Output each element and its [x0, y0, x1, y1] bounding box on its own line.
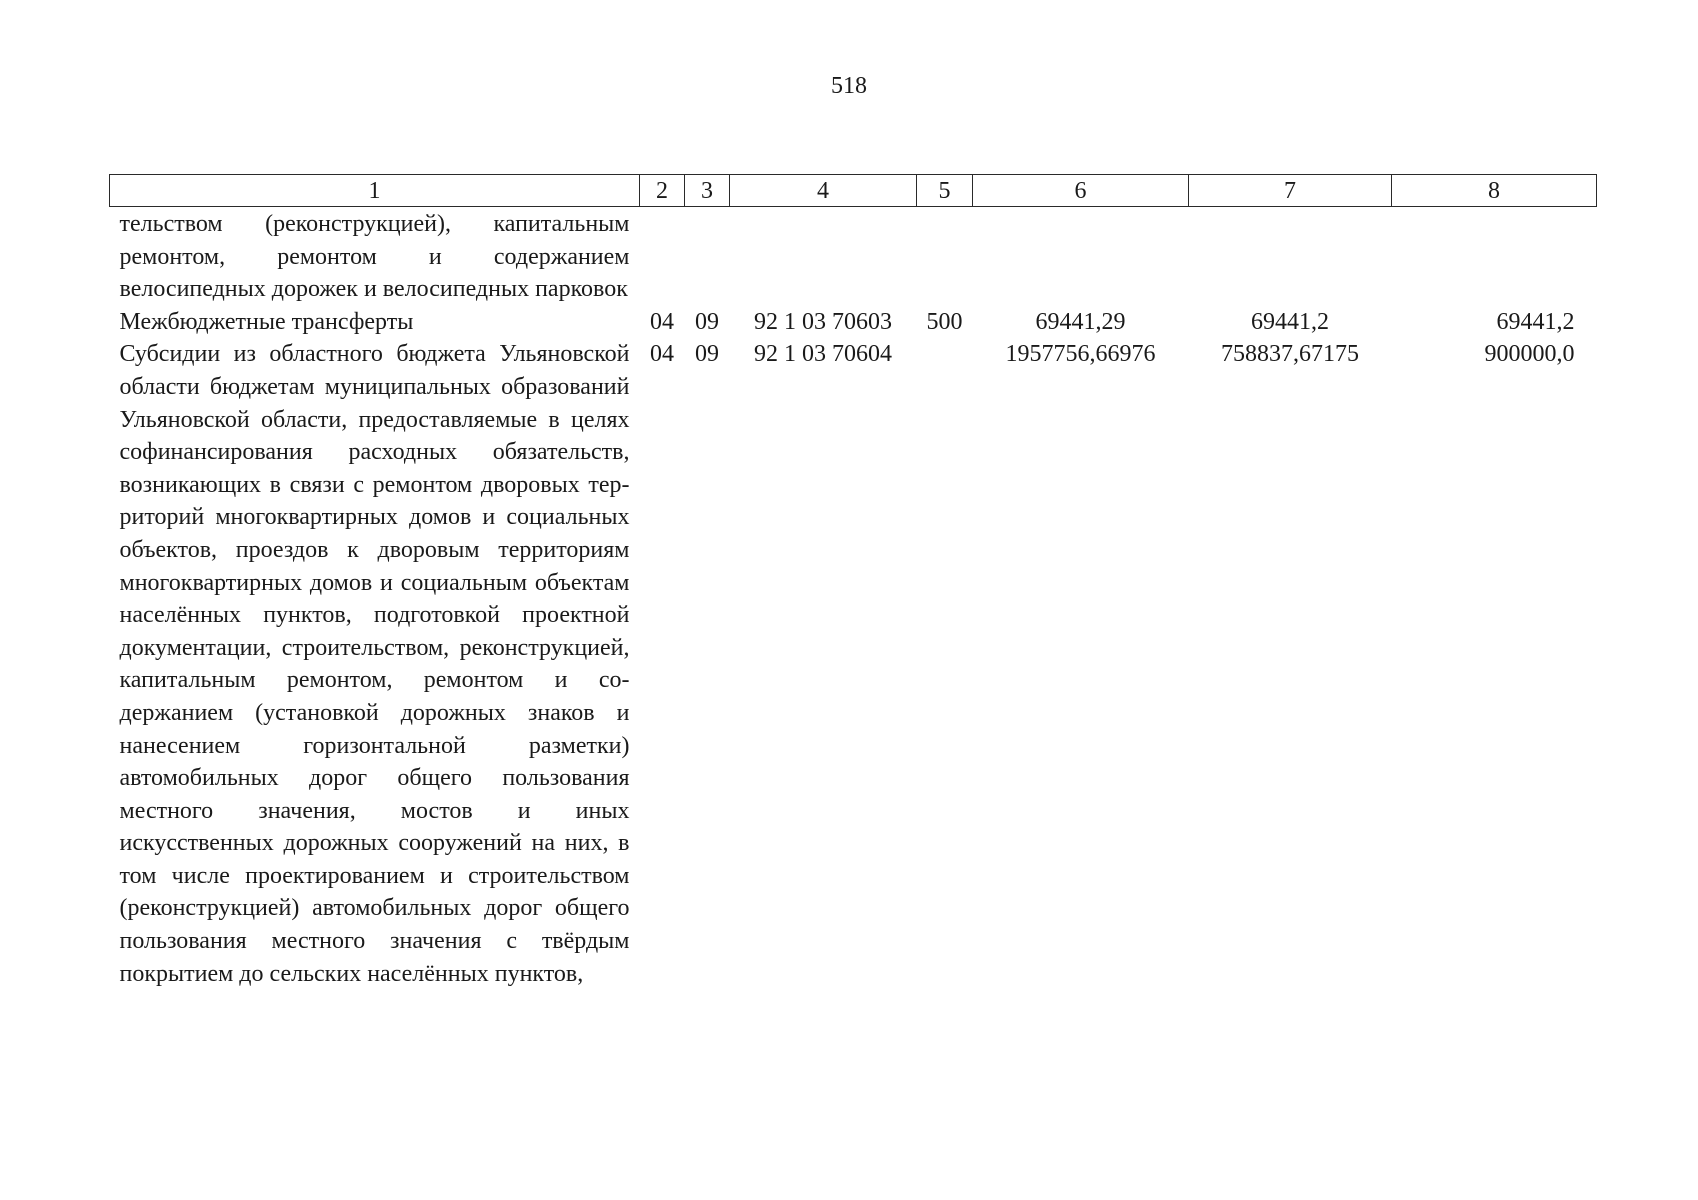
cell-amount-col7	[1189, 207, 1392, 306]
cell-expense-type	[917, 338, 973, 990]
cell-target-article: 92 1 03 70604	[754, 341, 892, 368]
table-row	[110, 338, 1597, 990]
column-header: 5	[917, 175, 973, 207]
budget-table	[109, 174, 1597, 990]
column-header: 1	[110, 175, 640, 207]
page-number: 518	[831, 73, 867, 99]
column-number-header	[110, 175, 1597, 207]
cell-section: 04	[650, 308, 674, 335]
cell-expense-type: 500	[926, 308, 963, 335]
cell-section	[640, 207, 685, 306]
cell-target-article: 92 1 03 70603	[754, 308, 892, 335]
cell-amount-col6: 69441,29	[1035, 308, 1126, 335]
cell-amount-col8: 900000,0	[1484, 341, 1575, 368]
cell-subsection: 09	[695, 341, 719, 368]
cell-target-article	[730, 207, 917, 306]
column-header: 6	[973, 175, 1189, 207]
cell-amount-col7: 69441,2	[1251, 308, 1329, 335]
row-description: Субсидии из областного бюджета Ульяновской области бюджетам муниципальных образований Ульяновской области, предоставляемые в целях софинансирования расходных обязательств, возникающих в связи с ремонтом дворовых территорий многоквартирных домов и социальных объектов, проездов к дворовым территориям многоквартирных домов и социальным объектам населённых пунктов, подготовкой проектной документации, строительством, реконструкцией, капитальным ремонтом, ремонтом и содержанием (установкой дорожных знаков и нанесением горизонтальной разметки) автомобильных дорог общего пользования местного значения, мостов и иных искусственных дорожных сооружений на них, в том числе проектированием и строительством (реконструкцией) автомобильных дорог общего пользования местного значения с твёрдым покрытием до сельских населённых пунктов,	[119, 341, 630, 987]
cell-subsection	[685, 207, 730, 306]
column-header: 2	[640, 175, 685, 207]
row-description: тельством (реконструкцией), капитальным ремонтом, ремонтом и содержанием велосипедных дорожек и велосипедных парковок	[119, 211, 630, 303]
column-header: 4	[730, 175, 917, 207]
cell-subsection: 09	[695, 308, 719, 335]
table-row	[110, 207, 1597, 306]
cell-amount-col8	[1392, 207, 1597, 306]
cell-amount-col8: 69441,2	[1496, 308, 1575, 335]
row-description: Межбюджетные трансферты	[119, 308, 414, 335]
column-header: 7	[1189, 175, 1392, 207]
column-header: 8	[1392, 175, 1597, 207]
cell-expense-type	[917, 207, 973, 306]
cell-section: 04	[650, 341, 674, 368]
cell-amount-col6: 1957756,66976	[1005, 341, 1156, 368]
table-row	[110, 306, 1597, 339]
column-header: 3	[685, 175, 730, 207]
cell-amount-col7: 758837,67175	[1221, 341, 1359, 368]
cell-amount-col6	[973, 207, 1189, 306]
